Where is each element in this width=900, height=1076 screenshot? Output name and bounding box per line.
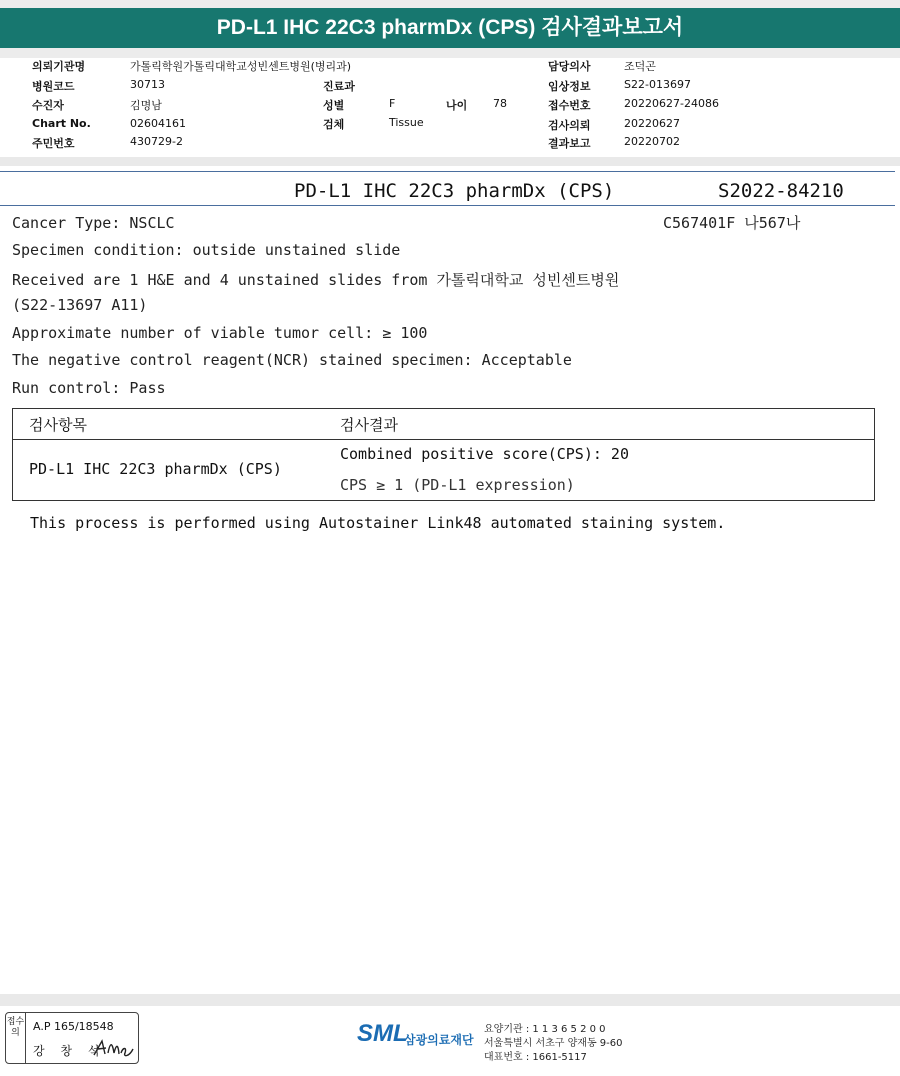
resident-value: 430729-2 [130,135,183,148]
result-table-header [13,409,874,440]
request-label: 검사의뢰 [548,119,591,132]
report-value: 20220702 [624,135,680,148]
clinical-value: S22-013697 [624,78,691,91]
report-line: (S22-13697 A11) [12,296,148,314]
institution-label: 의뢰기관명 [32,60,86,73]
specimen-value: Tissue [389,116,424,129]
col-result-header: 검사결과 [340,416,398,434]
col-item-header: 검사항목 [29,416,87,434]
clinical-label: 임상정보 [548,80,591,93]
doctor-label: 담당의사 [548,60,591,73]
report-label: 결과보고 [548,137,591,150]
stamp-side-label: 접수의 [6,1013,26,1063]
sex-label: 성별 [323,99,345,112]
report-line: Specimen condition: outside unstained slide [12,241,401,259]
report-line: Run control: Pass [12,379,166,397]
stamp-signer-name: 강 창 석 [33,1044,106,1058]
title-bar [0,0,900,58]
report-line: Received are 1 H&E and 4 unstained slides from 가톨릭대학교 성빈센트병원 [12,271,620,289]
receipt-value: 20220627-24086 [624,97,719,110]
sml-logo-text: SML [357,1020,408,1047]
test-item: PD-L1 IHC 22C3 pharmDx (CPS) [29,460,282,478]
result-cps: Combined positive score(CPS): 20 [340,445,629,463]
result-table [12,408,875,501]
footer-band [0,994,900,1006]
report-number: S2022-84210 [718,180,844,202]
header-separator [0,157,900,166]
bottom-rule [0,205,895,206]
institution-code: 요양기관 : 1 1 3 6 5 2 0 0 [484,1024,606,1035]
chart-value: 02604161 [130,117,186,130]
resident-label: 주민번호 [32,137,75,150]
result-expression: CPS ≥ 1 (PD-L1 expression) [340,476,575,494]
stamp-ap-number: A.P 165/18548 [33,1020,114,1033]
phone-number: 대표번호 : 1661-5117 [484,1052,587,1063]
handwritten-signature-icon [92,1037,136,1059]
hospital-code-value: 30713 [130,78,165,91]
doctor-value: 조덕곤 [624,60,656,73]
sml-foundation-name: 삼광의료재단 [404,1033,474,1047]
report-line: Cancer Type: NSCLC [12,214,175,232]
hospital-code-label: 병원코드 [32,80,75,93]
patient-label: 수진자 [32,99,64,112]
address: 서울특별시 서초구 양재동 9-60 [484,1038,623,1049]
institution-value: 가톨릭학원가톨릭대학교성빈센트병원(병리과) [130,60,352,73]
receipt-label: 접수번호 [548,99,591,112]
process-note: This process is performed using Autostainer Link48 automated staining system. [30,514,726,532]
report-title: PD-L1 IHC 22C3 pharmDx (CPS) [294,180,615,202]
signature-stamp [5,1012,139,1064]
top-rule [0,171,895,172]
request-value: 20220627 [624,117,680,130]
patient-value: 김명남 [130,99,162,112]
report-line: Approximate number of viable tumor cell: ≥ 100 [12,324,428,342]
age-label: 나이 [446,99,468,112]
specimen-label: 검체 [323,118,345,131]
age-value: 78 [493,97,507,110]
dept-label: 진료과 [323,80,355,93]
report-code: C567401F 나567나 [663,214,801,232]
report-header-title: PD-L1 IHC 22C3 pharmDx (CPS) 검사결과보고서 [0,8,900,48]
report-line: The negative control reagent(NCR) stained specimen: Acceptable [12,351,572,369]
sex-value: F [389,97,396,110]
chart-label: Chart No. [32,117,91,130]
